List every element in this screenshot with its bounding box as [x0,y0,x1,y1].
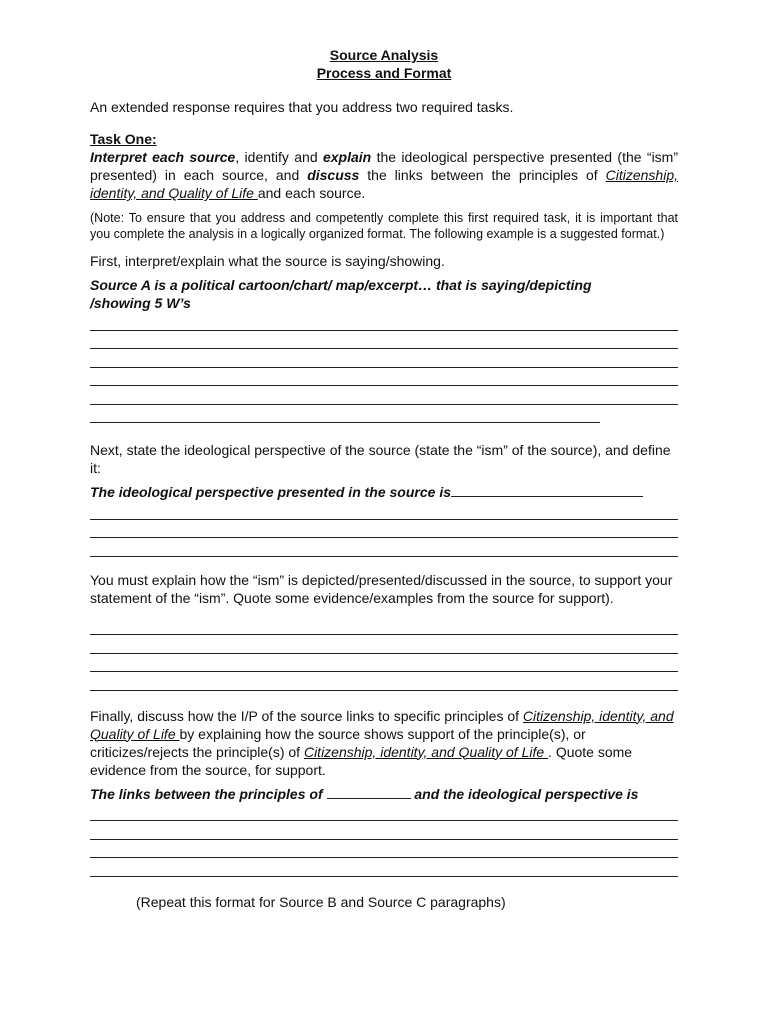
step4-answer-lines[interactable] [90,803,678,877]
step1-instruction: First, interpret/explain what the source is saying/showing. [90,253,445,269]
step3-instruction: You must explain how the “ism” is depicted/presented/discussed in the source, to support your statement of the “ism”. Quote some evidence/examples from the source for support). [90,571,673,606]
answer-line[interactable] [90,368,678,387]
intro-text: An extended response requires that you address two required tasks. [90,99,514,115]
step1-prompt-line1: Source A is a political cartoon/chart/ map/excerpt… that is saying/depicting [90,277,592,293]
task-principles: Citizenship, identity, and Quality of Life [90,167,678,201]
step4-principles-2: Citizenship, identity, and Quality of Life [303,743,549,760]
task-text-3: the links between the principles of [359,167,606,183]
task-explain: explain [322,149,372,165]
answer-line[interactable] [90,840,678,859]
answer-line[interactable] [90,405,600,424]
step4-text-3: . Quote some evidence from the source, for support. [90,743,633,778]
footer-repeat-note: (Repeat this format for Source B and Source C paragraphs) [136,893,506,910]
step2-prompt-text: The ideological perspective presented in the source is [90,484,451,500]
step4-prompt-b: and the ideological perspective is [410,785,639,802]
step1-answer-lines[interactable] [90,312,678,423]
note-paragraph: (Note: To ensure that you address and competently complete this first required task, it is important that you complete the analysis in a logically organized format. The following example is a suggested format.) [90,211,678,241]
answer-line[interactable] [90,538,678,557]
answer-line[interactable] [90,635,678,654]
step4-text-1: Finally, discuss how the I/P of the source links to specific principles of [90,707,523,724]
answer-line[interactable] [90,501,678,520]
principle-blank[interactable] [327,785,411,799]
answer-line[interactable] [90,672,678,691]
answer-line[interactable] [90,803,678,822]
step4-prompt [90,785,678,803]
task-interpret: Interpret each source [90,149,236,165]
step3-answer-lines[interactable] [90,617,678,691]
answer-line[interactable] [90,858,678,877]
task-one-heading: Task One: [90,131,157,147]
title-source-analysis: Source Analysis [329,47,439,63]
step2-instruction: Next, state the ideological perspective of the source (state the “ism” of the source), and define it: [90,442,671,476]
answer-line[interactable] [90,654,678,673]
answer-line[interactable] [90,386,678,405]
step4-prompt-a: The links between the principles of [90,785,327,802]
answer-line[interactable] [90,617,678,636]
answer-line[interactable] [90,349,678,368]
task-text-4: and each source. [257,185,366,201]
ism-blank[interactable] [451,483,643,497]
step4-paragraph [90,707,678,779]
answer-line[interactable] [90,520,678,539]
step1-prompt-line2: /showing 5 W’s [90,295,191,311]
answer-line[interactable] [90,821,678,840]
task-text-2: the ideological perspective presented (the “ism” presented) in each source, and [90,149,679,183]
task-discuss: discuss [307,167,360,183]
step4-text-2: by explaining how the source shows support of the principle(s), or criticizes/rejects the principle(s) of [90,725,586,760]
answer-line[interactable] [90,312,678,331]
step4-principles-1: Citizenship, identity, and Quality of Life [90,707,674,742]
task-one-paragraph [90,148,678,202]
task-text-1: , identify and [235,149,323,165]
step2-answer-lines[interactable] [90,501,678,557]
worksheet-page [90,46,678,911]
title-process-format: Process and Format [316,65,452,81]
answer-line[interactable] [90,331,678,350]
step2-prompt [90,483,678,501]
